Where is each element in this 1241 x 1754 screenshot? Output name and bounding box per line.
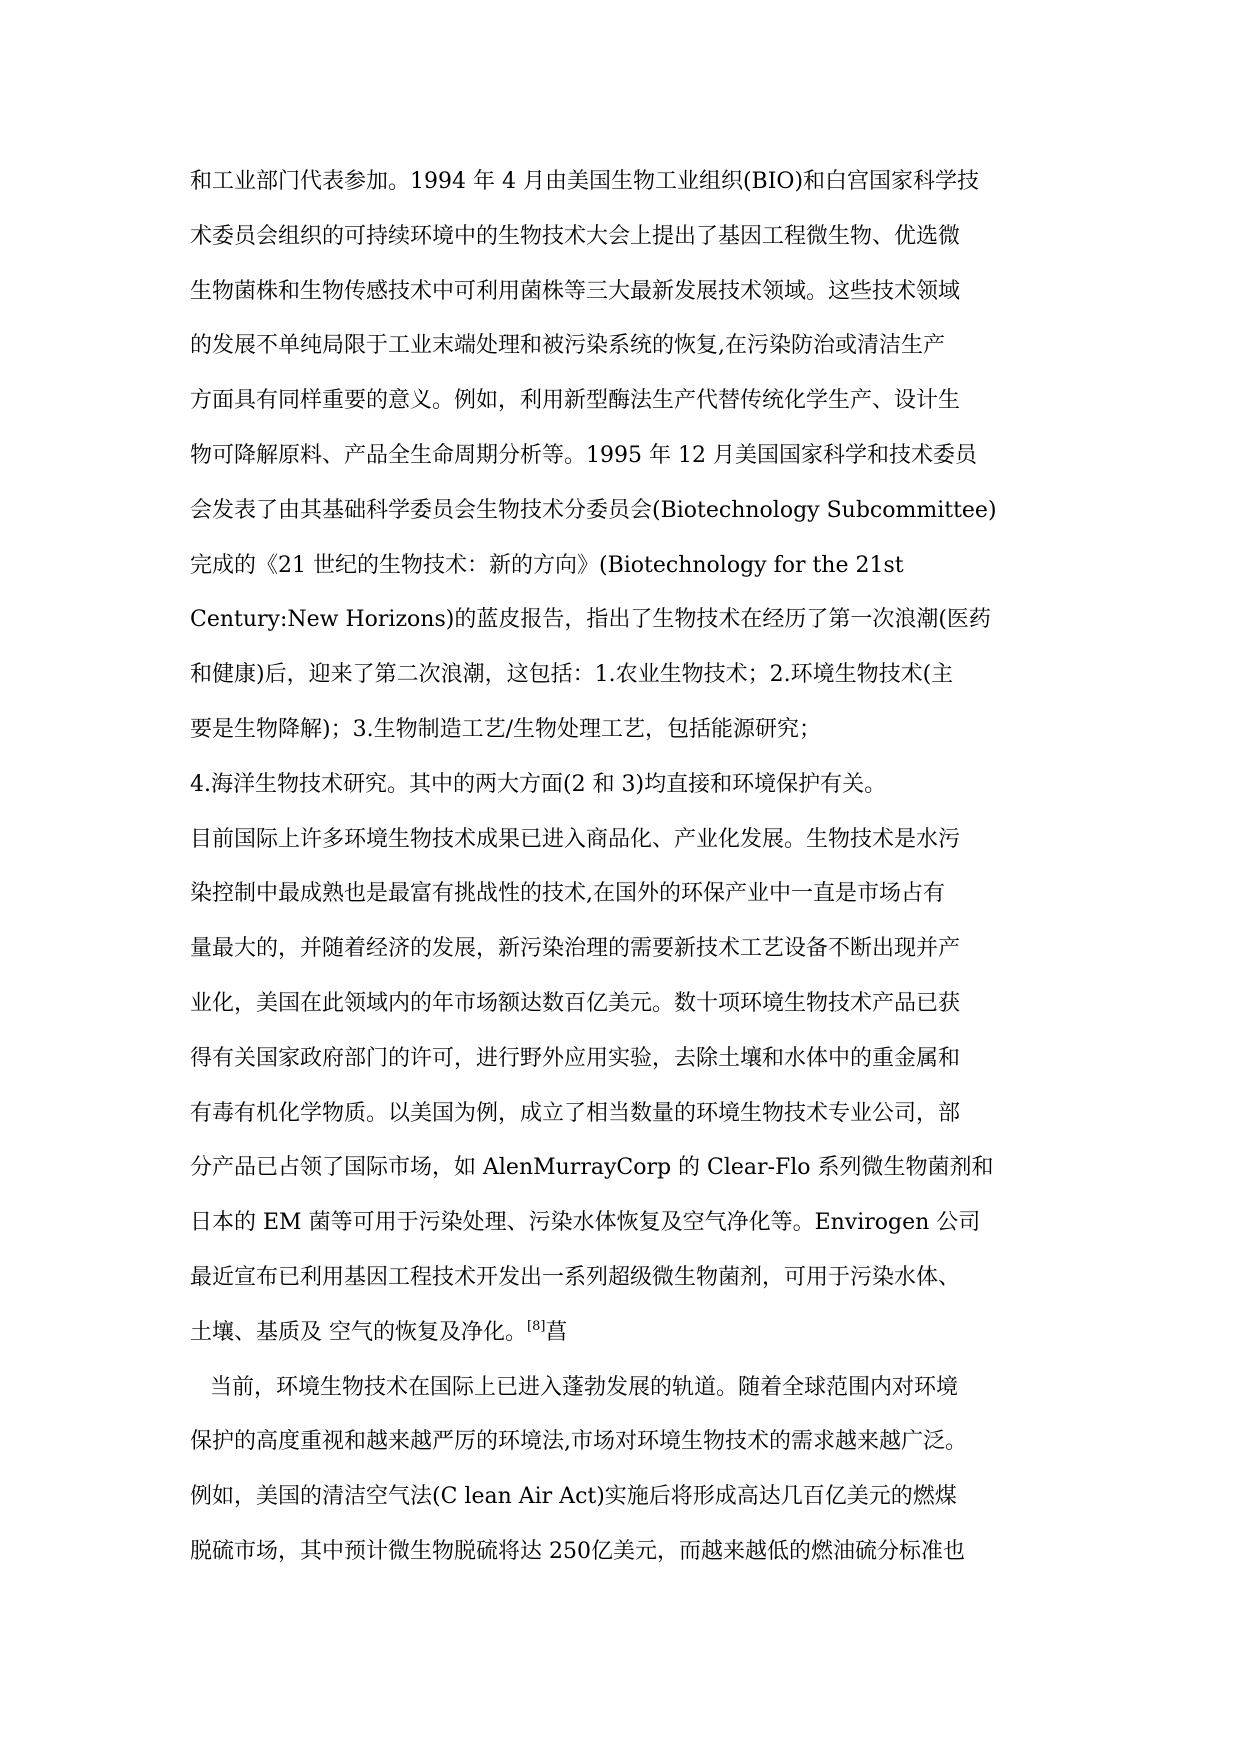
text-line: 保护的高度重视和越来越严厉的环境法,市场对环境生物技术的需求越来越广泛。 (190, 1429, 967, 1455)
text-line: 和健康)后，迎来了第二次浪潮，这包括：1.农业生物技术；2.环境生物技术(主 (190, 662, 954, 688)
text-line: 的发展不单纯局限于工业末端处理和被污染系统的恢复,在污染防治或清洁生产 (190, 333, 945, 359)
text-line: 完成的《21 世纪的生物技术：新的方向》(Biotechnology for the 21st (190, 552, 904, 578)
text-line: 分产品已占领了国际市场，如 AlenMurrayCorp 的 Clear-Flo 系列微生物菌剂和 (190, 1155, 994, 1181)
text-line: 脱硫市场，其中预计微生物脱硫将达 250亿美元，而越来越低的燃油硫分标准也 (190, 1538, 965, 1564)
text-line: 要是生物降解)；3.生物制造工艺/生物处理工艺，包括能源研究； (190, 716, 821, 742)
paragraph-first-line: 当前，环境生物技术在国际上已进入蓬勃发展的轨道。随着全球范围内对环境 (210, 1374, 959, 1400)
body-text (190, 155, 1070, 1580)
text-line: 业化，美国在此领域内的年市场额达数百亿美元。数十项环境生物技术产品已获 (190, 990, 961, 1016)
text-line: 例如，美国的清洁空气法(C lean Air Act)实施后将形成高达几百亿美元的燃煤 (190, 1484, 957, 1510)
text-line: 日本的 EM 菌等可用于污染处理、污染水体恢复及空气净化等。Envirogen 公司 (190, 1210, 981, 1236)
text-line: 最近宣布已利用基因工程技术开发出一系列超级微生物菌剂，可用于污染水体、 (190, 1264, 961, 1290)
text-line: 染控制中最成熟也是最富有挑战性的技术,在国外的环保产业中一直是市场占有 (190, 881, 945, 907)
text-line: 生物菌株和生物传感技术中可利用菌株等三大最新发展技术领域。这些技术领域 (190, 278, 961, 304)
text-line: 会发表了由其基础科学委员会生物技术分委员会(Biotechnology Subcommittee) (190, 497, 997, 523)
text-line: Century:New Horizons)的蓝皮报告，指出了生物技术在经历了第一次浪潮(医药 (190, 607, 991, 633)
text-line: 得有关国家政府部门的许可，进行野外应用实验，去除土壤和水体中的重金属和 (190, 1045, 961, 1071)
text-line: 和工业部门代表参加。1994 年 4 月由美国生物工业组织(BIO)和白宫国家科学技 (190, 169, 980, 194)
text-line: 4.海洋生物技术研究。其中的两大方面(2 和 3)均直接和环境保护有关。 (190, 771, 887, 797)
text-line: 量最大的，并随着经济的发展，新污染治理的需要新技术工艺设备不断出现并产 (190, 936, 961, 962)
text-line: 物可降解原料、产品全生命周期分析等。1995 年 12 月美国国家科学和技术委员 (190, 442, 977, 468)
text-line: 有毒有机化学物质。以美国为例，成立了相当数量的环境生物技术专业公司，部 (190, 1100, 961, 1126)
text-line: 目前国际上许多环境生物技术成果已进入商品化、产业化发展。生物技术是水污 (190, 826, 961, 852)
text-line: 术委员会组织的可持续环境中的生物技术大会上提出了基因工程微生物、优选微 (190, 223, 961, 249)
reference-line-text: 土壤、基质及 空气的恢复及净化。 (190, 1319, 527, 1345)
citation-superscript: [8] (527, 1318, 546, 1334)
reference-line (190, 1306, 1070, 1361)
reference-line-trailing: 菖 (545, 1319, 568, 1345)
text-line: 方面具有同样重要的意义。例如，利用新型酶法生产代替传统化学生产、设计生 (190, 388, 961, 414)
